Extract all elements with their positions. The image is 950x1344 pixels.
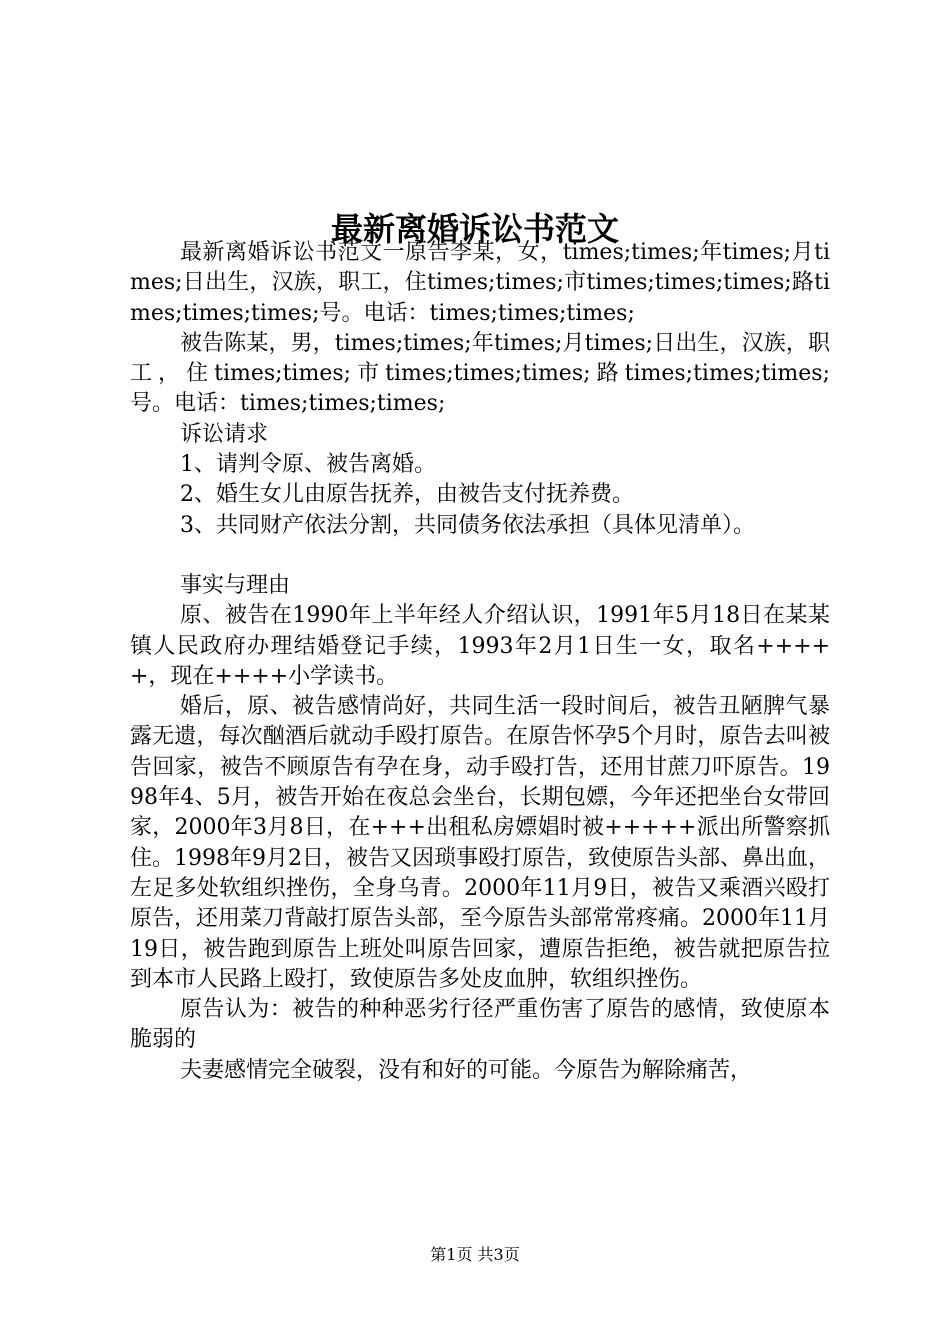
paragraph-marriage-history: 原、被告在1990年上半年经人介绍认识，1991年5月18日在某某镇人民政府办理结婚登记手续，1993年2月1日生一女，取名+++++，现在++++小学读书。 <box>130 603 830 689</box>
blank-line <box>130 541 830 571</box>
document-body <box>130 238 830 1086</box>
paragraph-plaintiff-info: 最新离婚诉讼书范文一原告李某，女，times;times;年times;月times;日出生，汉族，职工，住times;times;市times;times;times;路times;times;times;号。电话：times;times;times; <box>130 240 830 326</box>
claim-item-3: 3、共同财产依法分割，共同债务依法承担（具体见清单）。 <box>180 512 755 538</box>
document-title: 最新离婚诉讼书范文 <box>330 210 619 249</box>
paragraph-defendant-info: 被告陈某，男，times;times;年times;月times;日出生，汉族，职工，住times;times;市times;times;times;路times;times;times;号。电话：times;times;times; <box>130 330 830 417</box>
heading-facts-and-reasons: 事实与理由 <box>180 572 291 598</box>
paragraph-abuse-details: 婚后，原、被告感情尚好，共同生活一段时间后，被告丑陋脾气暴露无遗，每次酗酒后就动手殴打原告。在原告怀孕5个月时，原告去叫被告回家，被告不顾原告有孕在身，动手殴打告，还用甘蔗刀吓原告。1998年4、5月，被告开始在夜总会坐台，长期包嫖，今年还把坐台女带回家，2000年3月8日，在+++出租私房嫖娼时被+++++派出所警察抓住。1998年9月2日，被告又因琐事殴打原告，致使原告头部、鼻出血，左足多处软组织挫伤，全身乌青。2000年11月9日，被告又乘酒兴殴打原告，还用菜刀背敲打原告头部，至今原告头部常常疼痛。2000年11月19日，被告跑到原告上班处叫原告回家，遭原告拒绝，被告就把原告拉到本市人民路上殴打，致使原告多处皮血肿，软组织挫伤。 <box>130 694 830 992</box>
paragraph-conclusion-start: 夫妻感情完全破裂，没有和好的可能。今原告为解除痛苦， <box>180 1057 753 1083</box>
claim-item-1: 1、请判令原、被告离婚。 <box>180 452 436 478</box>
paragraph-plaintiff-opinion: 原告认为：被告的种种恶劣行径严重伤害了原告的感情，致使原本脆弱的 <box>130 997 830 1053</box>
page-number-footer: 第1页 共3页 <box>430 1245 520 1264</box>
claim-item-2: 2、婚生女儿由原告抚养，由被告支付抚养费。 <box>180 482 634 508</box>
heading-claims: 诉讼请求 <box>180 421 269 447</box>
